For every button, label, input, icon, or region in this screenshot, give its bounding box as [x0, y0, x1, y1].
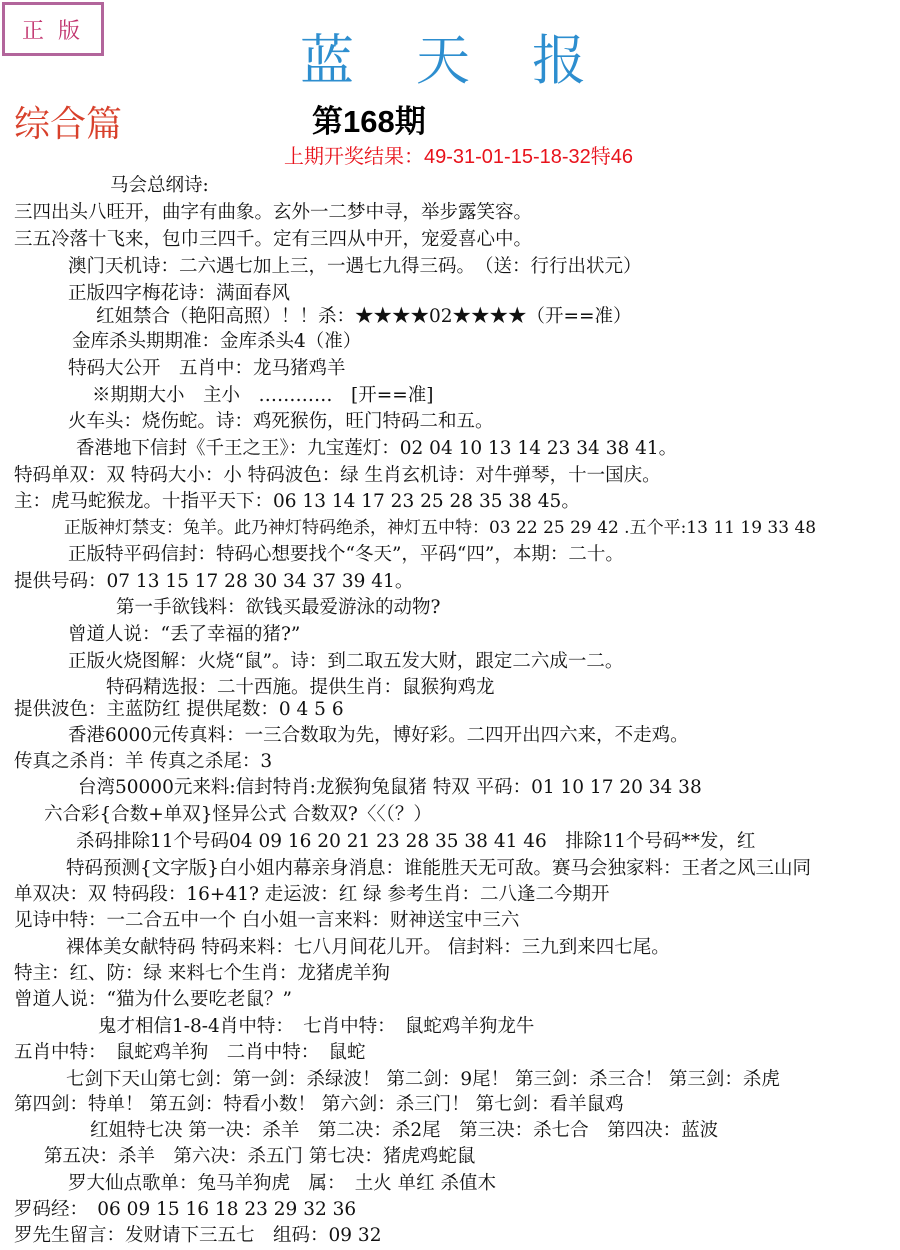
text-line: 曾道人说：“猫为什么要吃老鼠？” — [14, 989, 292, 1010]
text-line: 正版四字梅花诗：满面春风 — [68, 283, 291, 304]
text-line: 金库杀头期期准：金库杀头4（准） — [72, 331, 362, 352]
text-line: 特主：红、防：绿 来料七个生肖：龙猪虎羊狗 — [14, 963, 390, 984]
text-line: 罗先生留言：发财请下三五七 组码：09 32 — [14, 1225, 382, 1246]
text-line: 六合彩{合数+单双}怪异公式 合数双?〈〈（？） — [44, 804, 432, 825]
text-line: 提供波色：主蓝防红 提供尾数：0 4 5 6 — [14, 699, 344, 720]
text-line: 传真之杀肖：羊 传真之杀尾：3 — [14, 751, 273, 772]
text-line: 杀码排除11个号码04 09 16 20 21 23 28 35 38 41 46 排除11个号码**发，红 — [76, 831, 756, 852]
text-line: 特码精选报：二十西施。提供生肖：鼠猴狗鸡龙 — [106, 677, 495, 698]
text-line: 火车头：烧伤蛇。诗：鸡死猴伤，旺门特码二和五。 — [68, 411, 494, 432]
text-line: 特码预测{文字版}白小姐内幕亲身消息：谁能胜天无可敌。赛马会独家料：王者之风三山同 — [66, 858, 812, 879]
text-line: 罗大仙点歌单：兔马羊狗虎 属： 土火 单红 杀值木 — [68, 1173, 497, 1194]
issue-number: 第168期 — [312, 104, 426, 139]
section-title: 综合篇 — [14, 104, 123, 145]
text-line: 正版神灯禁支：兔羊。此乃神灯特码绝杀，神灯五中特：03 22 25 29 42 .五个平:13 11 19 33 48 — [64, 518, 817, 538]
text-line: 七剑下天山第七剑：第一剑：杀绿波！ 第二剑：9尾！ 第三剑：杀三合！ 第三剑：杀虎 — [66, 1069, 780, 1090]
text-line: 正版特平码信封：特码心想要找个“冬天”，平码“四”，本期：二十。 — [68, 544, 624, 565]
newspaper-title: 蓝天报 — [300, 29, 648, 92]
text-line: 见诗中特：一二合五中一个 白小姐一言来料：财神送宝中三六 — [14, 910, 520, 931]
text-line: 曾道人说：“丢了幸福的猪?” — [68, 624, 301, 645]
text-line: 三四出头八旺开，曲字有曲象。玄外一二梦中寻，举步露笑容。 — [14, 202, 533, 223]
authentic-stamp: 正版 — [2, 2, 104, 56]
text-line: 主：虎马蛇猴龙。十指平天下：06 13 14 17 23 25 28 35 38 45。 — [14, 491, 580, 512]
text-line: 第一手欲钱料：欲钱买最爱游泳的动物? — [116, 597, 441, 618]
text-line: 特码大公开 五肖中：龙马猪鸡羊 — [68, 358, 346, 379]
last-draw-result: 上期开奖结果：49-31-01-15-18-32特46 — [284, 146, 634, 168]
text-line: 香港6000元传真料：一三合数取为先，博好彩。二四开出四六来，不走鸡。 — [68, 725, 689, 746]
text-line: 马会总纲诗: — [110, 175, 209, 196]
text-line: 鬼才相信1-8-4肖中特： 七肖中特： 鼠蛇鸡羊狗龙牛 — [98, 1016, 535, 1037]
text-line: 第四剑：特单！ 第五剑：特看小数！ 第六剑：杀三门！ 第七剑：看羊鼠鸡 — [14, 1094, 624, 1115]
text-line: 香港地下信封《千王之王》：九宝莲灯：02 04 10 13 14 23 34 38 41。 — [76, 438, 678, 459]
text-line: 第五决：杀羊 第六决：杀五门 第七决：猪虎鸡蛇鼠 — [44, 1146, 476, 1167]
text-line: 正版火烧图解：火烧“鼠”。诗：到二取五发大财，跟定二六成一二。 — [68, 651, 624, 672]
text-line: 红姐禁合（艳阳高照）！！杀：★★★★02★★★★（开==准） — [96, 306, 632, 327]
text-line: 裸体美女献特码 特码来料：七八月间花儿开。 信封料：三九到来四七尾。 — [66, 937, 670, 958]
text-line: 三五冷落十飞来，包巾三四千。定有三四从中开，宠爱喜心中。 — [14, 229, 533, 250]
text-line: 罗码经： 06 09 15 16 18 23 29 32 36 — [14, 1199, 357, 1220]
text-line: 澳门天机诗：二六遇七加上三，一遇七九得三码。 （送：行行出状元） — [68, 256, 642, 277]
text-line: 五肖中特： 鼠蛇鸡羊狗 二肖中特： 鼠蛇 — [14, 1042, 366, 1063]
text-line: 红姐特七决 第一决：杀羊 第二决：杀2尾 第三决：杀七合 第四决：蓝波 — [90, 1120, 719, 1141]
text-line: 单双决：双 特码段：16+41? 走运波：红 绿 参考生肖：二八逢二今期开 — [14, 884, 610, 905]
text-line: ※期期大小 主小 ………… [开==准] — [92, 385, 434, 406]
text-line: 台湾50000元来料:信封特肖:龙猴狗兔鼠猪 特双 平码：01 10 17 20 34 38 — [78, 777, 702, 798]
text-line: 特码单双：双 特码大小：小 特码波色：绿 生肖玄机诗：对牛弹琴，十一国庆。 — [14, 465, 661, 486]
text-line: 提供号码：07 13 15 17 28 30 34 37 39 41。 — [14, 571, 414, 592]
